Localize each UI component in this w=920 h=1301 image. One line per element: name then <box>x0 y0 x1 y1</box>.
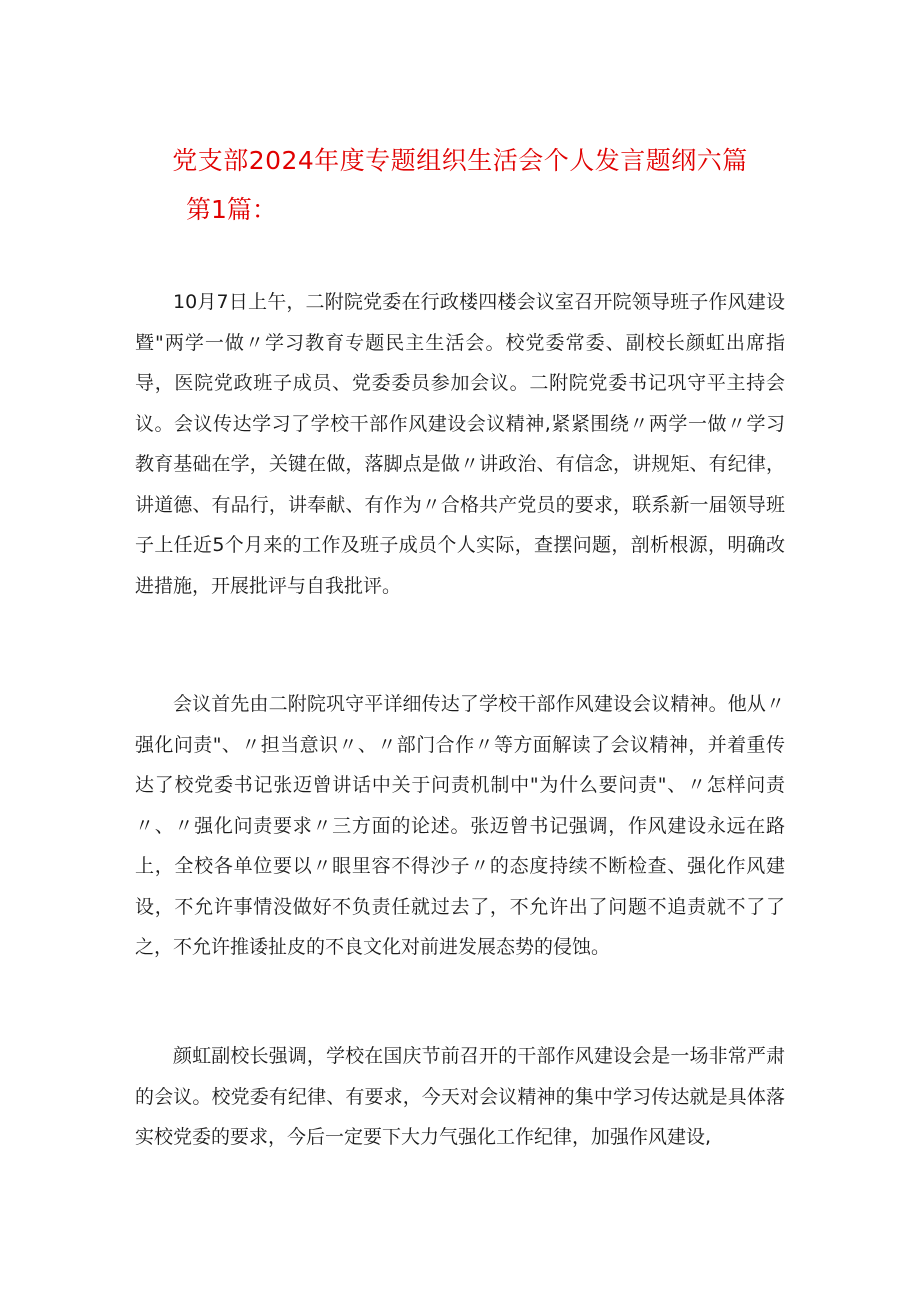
body-paragraph-1: 10月7日上午，二附院党委在行政楼四楼会议室召开院领导班子作风建设暨"两学一做〃学习教育专题民主生活会。校党委常委、副校长颜虹出席指导，医院党政班子成员、党委委员参加会议。二附院党委书记巩守平主持会议。会议传达学习了学校干部作风建设会议精神,紧紧围绕〃两学一做〃学习教育基础在学，关键在做，落脚点是做〃讲政治、有信念，讲规矩、有纪律，讲道德、有品行，讲奉献、有作为〃合格共产党员的要求，联系新一届领导班子上任近5个月来的工作及班子成员个人实际，查摆问题，剖析根源，明确改进措施，开展批评与自我批评。 <box>135 291 785 597</box>
document-title: 党支部2024年度专题组织生活会个人发言题纲六篇 <box>172 146 748 175</box>
body-paragraph-2: 会议首先由二附院巩守平详细传达了学校干部作风建设会议精神。他从〃强化问责"、〃担当意识〃、〃部门合作〃等方面解读了会议精神，并着重传达了校党委书记张迈曾讲话中关于问责机制中"为什么要问责"、〃怎样问责〃、〃强化问责要求〃三方面的论述。张迈曾书记强调，作风建设永远在路上，全校各单位要以〃眼里容不得沙子〃的态度持续不断检查、强化作风建设，不允许事情没做好不负责任就过去了，不允许出了问题不追责就不了了之，不允许推诿扯皮的不良文化对前进发展态势的侵蚀。 <box>135 693 785 958</box>
section-heading: 第1篇： <box>186 195 277 224</box>
body-paragraph-3: 颜虹副校长强调，学校在国庆节前召开的干部作风建设会是一场非常严肃的会议。校党委有纪律、有要求，今天对会议精神的集中学习传达就是具体落实校党委的要求，今后一定要下大力气强化工作纪律，加强作风建设, <box>135 1045 785 1148</box>
